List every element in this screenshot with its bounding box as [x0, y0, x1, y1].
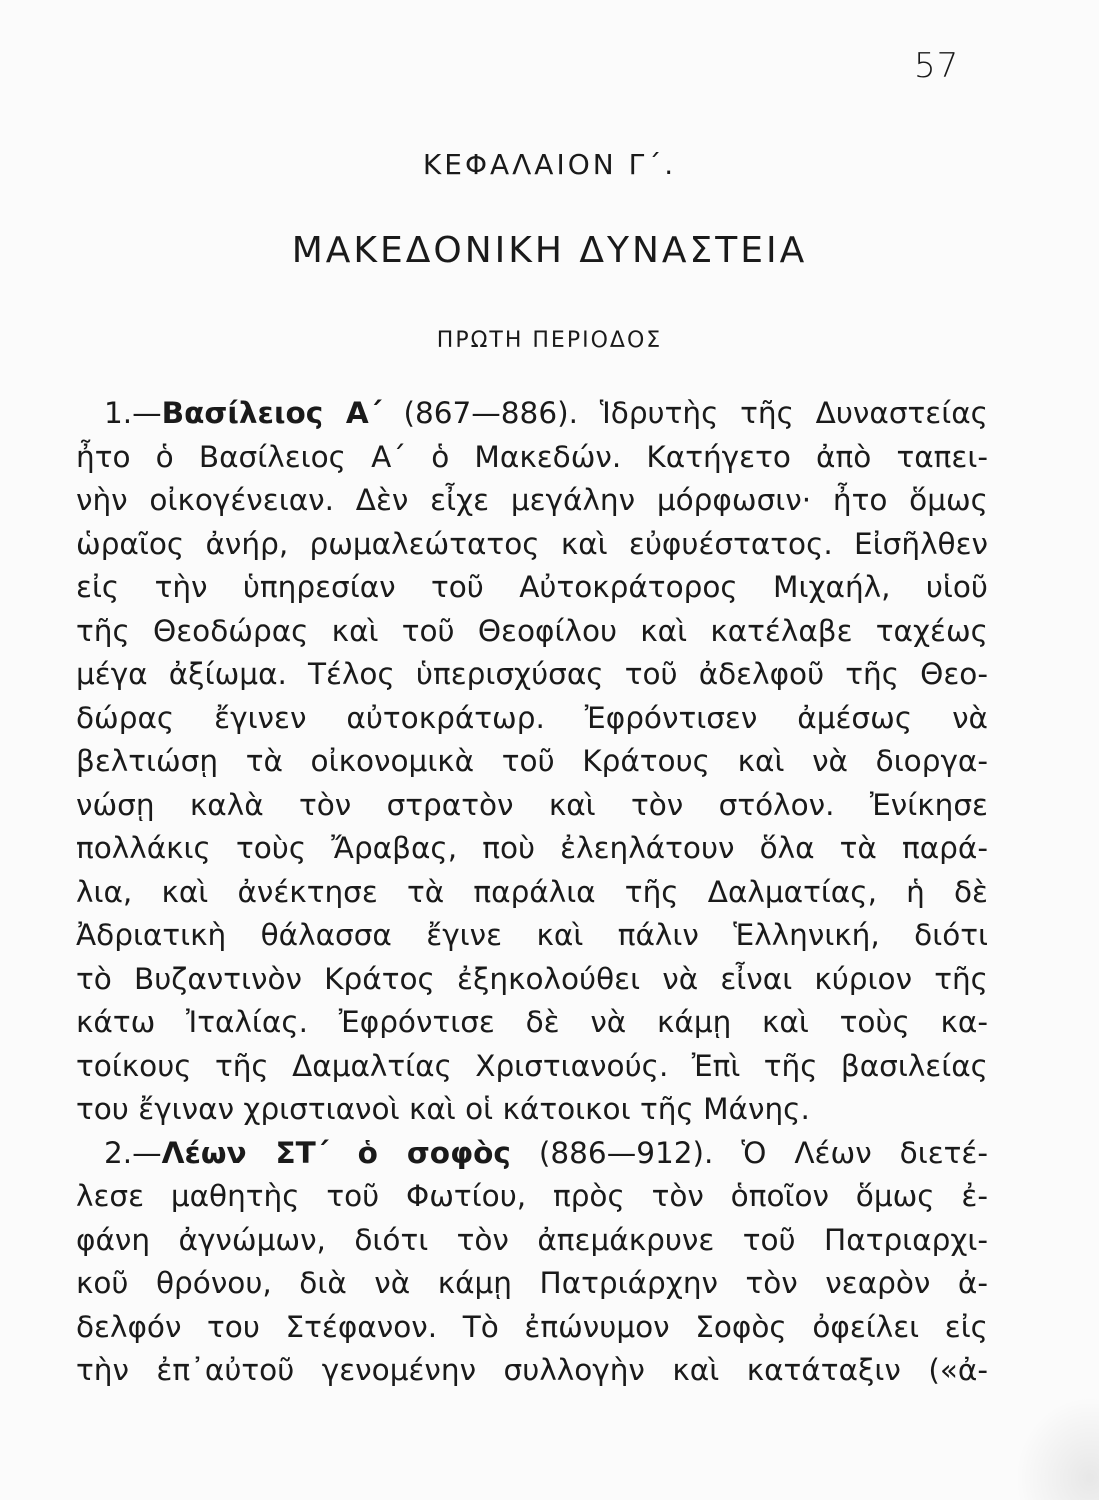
text-line	[76, 392, 988, 436]
body-text	[76, 392, 988, 1393]
text-line	[76, 740, 988, 784]
line-text: φάνη ἀγνώμων, διότι τὸν ἀπεμάκρυνε τοῦ Πατριαρχι-	[76, 1222, 988, 1257]
text-line	[76, 697, 988, 741]
line-text: πολλάκις τοὺς Ἄραβας, ποὺ ἐλεηλάτουν ὅλα τὰ παρά-	[76, 831, 988, 865]
line-text: δώρας ἔγινεν αὐτοκράτωρ. Ἐφρόντισεν ἀμέσως νὰ	[76, 700, 988, 735]
line-text: εἰς τὴν ὑπηρεσίαν τοῦ Αὐτοκράτορος Μιχαήλ, υἱοῦ	[76, 570, 988, 604]
line-text: κοῦ θρόνου, διὰ νὰ κάμῃ Πατριάρχην τὸν νεαρὸν ἀ-	[76, 1266, 988, 1300]
text-line	[76, 523, 988, 567]
line-text: μέγα ἀξίωμα. Τέλος ὑπερισχύσας τοῦ ἀδελφοῦ τῆς Θεο-	[76, 657, 988, 691]
text-line	[76, 1001, 988, 1045]
text-line	[76, 1175, 988, 1219]
line-text: λια, καὶ ἀνέκτησε τὰ παράλια τῆς Δαλματίας, ἡ δὲ	[76, 874, 988, 909]
chapter-title: ΚΕΦΑΛΑΙΟΝ Γ΄.	[422, 148, 677, 181]
text-line	[76, 1132, 988, 1176]
line-text: νώσῃ καλὰ τὸν στρατὸν καὶ τὸν στόλον. Ἐνίκησε	[76, 787, 988, 822]
text-line	[76, 1349, 988, 1393]
line-text: τῆς Θεοδώρας καὶ τοῦ Θεοφίλου καὶ κατέλαβε ταχέως	[76, 613, 988, 648]
period-title: ΠΡΩΤΗ ΠΕΡΙΟΔΟΣ	[436, 328, 663, 353]
line-text: τὴν ἐπ᾿αὐτοῦ γενομένην συλλογὴν καὶ κατάταξιν («ἀ-	[76, 1353, 988, 1387]
line-text: Ἀδριατικὴ θάλασσα ἔγινε καὶ πάλιν Ἑλληνική, διότι	[76, 918, 988, 952]
page-number: 57	[914, 46, 960, 86]
text-line	[76, 914, 988, 958]
text-line	[76, 1262, 988, 1306]
text-line	[76, 436, 988, 480]
line-text: (886—912). Ὁ Λέων διετέ-	[510, 1135, 988, 1170]
text-line	[76, 1306, 988, 1350]
line-text: τὸ Βυζαντινὸν Κράτος ἐξηκολούθει νὰ εἶναι κύριον τῆς	[76, 961, 988, 996]
section-heading: Λέων ΣΤ΄ ὁ σοφὸς	[161, 1135, 511, 1170]
line-text: λεσε μαθητὴς τοῦ Φωτίου, πρὸς τὸν ὁποῖον ὅμως ἐ-	[76, 1179, 988, 1213]
line-text: ὡραῖος ἀνήρ, ρωμαλεώτατος καὶ εὐφυέστατος. Εἰσῆλθεν	[76, 526, 988, 561]
section-heading: Βασίλειος Α΄	[161, 396, 382, 430]
page-stain	[1009, 1390, 1099, 1500]
text-line	[76, 1088, 988, 1132]
section-number: 2.—	[104, 1135, 162, 1170]
line-text: (867—886). Ἱδρυτὴς τῆς Δυναστείας	[381, 396, 988, 430]
text-line	[76, 784, 988, 828]
line-text: ἦτο ὁ Βασίλειος Α΄ ὁ Μακεδών. Κατήγετο ἀπὸ ταπει-	[76, 439, 988, 474]
text-line	[76, 653, 988, 697]
dynasty-title: ΜΑΚΕΔΟΝΙΚΗ ΔΥΝΑΣΤΕΙΑ	[291, 230, 808, 271]
section-number: 1.—	[104, 396, 162, 430]
text-line	[76, 479, 988, 523]
line-text: βελτιώσῃ τὰ οἰκονομικὰ τοῦ Κράτους καὶ νὰ διοργα-	[76, 744, 988, 778]
text-line	[76, 871, 988, 915]
line-text: δελφόν του Στέφανον. Τὸ ἐπώνυμον Σοφὸς ὀφείλει εἰς	[76, 1309, 988, 1344]
text-line	[76, 827, 988, 871]
text-line	[76, 1045, 988, 1089]
text-line	[76, 958, 988, 1002]
line-text: κάτω Ἰταλίας. Ἐφρόντισε δὲ νὰ κάμῃ καὶ τοὺς κα-	[76, 1005, 988, 1039]
line-text: του ἔγιναν χριστιανοὶ καὶ οἱ κάτοικοι τῆς Μάνης.	[76, 1092, 810, 1126]
text-line	[76, 1219, 988, 1263]
text-line	[76, 610, 988, 654]
line-text: τοίκους τῆς Δαμαλτίας Χριστιανούς. Ἐπὶ τῆς βασιλείας	[76, 1048, 988, 1083]
line-text: νὴν οἰκογένειαν. Δὲν εἶχε μεγάλην μόρφωσιν· ἦτο ὅμως	[76, 483, 988, 517]
text-line	[76, 566, 988, 610]
